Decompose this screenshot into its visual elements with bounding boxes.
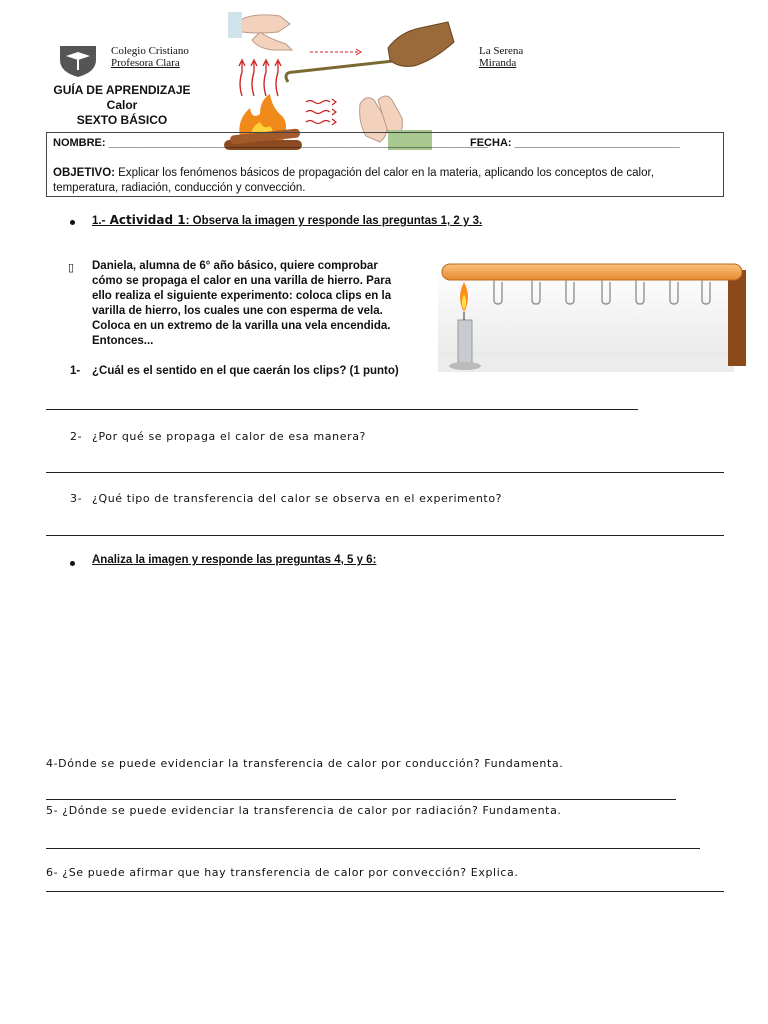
activity1-number: 1.- bbox=[92, 215, 106, 227]
paragraph-line: Entonces... bbox=[92, 335, 154, 347]
city: La Serena bbox=[479, 45, 524, 57]
q2-answer-line[interactable] bbox=[46, 472, 724, 473]
activity1-title: Actividad 1 bbox=[105, 213, 186, 227]
school-shield-icon bbox=[58, 42, 98, 78]
guide-title-block bbox=[40, 83, 204, 128]
q1-answer-line[interactable] bbox=[46, 409, 638, 410]
rod-candle-illustration bbox=[436, 256, 752, 396]
bullet bbox=[70, 561, 75, 566]
grade: SEXTO BÁSICO bbox=[76, 113, 168, 127]
subject: Calor bbox=[106, 98, 138, 112]
q1-text: ¿Cuál es el sentido en el que caerán los clips? (1 punto) bbox=[92, 365, 399, 377]
q6-text: 6- ¿Se puede afirmar que hay transferencia de calor por convección? Explica. bbox=[46, 866, 519, 879]
q2-text: ¿Por qué se propaga el calor de esa manera? bbox=[92, 430, 366, 443]
q5-answer-line[interactable] bbox=[46, 848, 700, 849]
objective-text: Explicar los fenómenos básicos de propagación del calor en la materia, aplicando los conceptos de calor, bbox=[114, 167, 654, 179]
paragraph-line: Daniela, alumna de 6° año básico, quiere comprobar bbox=[92, 260, 378, 272]
q4-answer-line[interactable] bbox=[46, 799, 676, 800]
q5-text: 5- ¿Dónde se puede evidenciar la transferencia de calor por radiación? Fundamenta. bbox=[46, 804, 562, 817]
q6-answer-line[interactable] bbox=[46, 891, 724, 892]
activity2-instruction: Analiza la imagen y responde las preguntas 4, 5 y 6: bbox=[92, 554, 377, 566]
list-glyph: ▯ bbox=[68, 262, 75, 274]
q4-text: 4-Dónde se puede evidenciar la transferencia de calor por conducción? Fundamenta. bbox=[46, 757, 564, 770]
experiment-paragraph bbox=[92, 259, 391, 349]
objective bbox=[53, 166, 654, 196]
guide-title: GUÍA DE APRENDIZAJE bbox=[53, 83, 191, 97]
q2-number: 2- bbox=[70, 430, 83, 443]
objective-label: OBJETIVO: bbox=[53, 167, 115, 179]
paragraph-line: Coloca en un extremo de la varilla una vela encendida. bbox=[92, 320, 391, 332]
school-name: Colegio Cristiano bbox=[111, 45, 189, 57]
q3-number: 3- bbox=[70, 492, 83, 505]
activity1-heading bbox=[92, 213, 482, 227]
paragraph-line: varilla de hierro, los cuales une con esperma de vela. bbox=[92, 305, 383, 317]
activity1-instruction: : Observa la imagen y responde las preguntas 1, 2 y 3. bbox=[185, 215, 483, 227]
date-field[interactable]: FECHA: ___________________________ bbox=[470, 137, 680, 149]
name-field[interactable]: NOMBRE: ______________________________________________________________ bbox=[53, 137, 488, 149]
bullet bbox=[70, 220, 75, 225]
objective-text-line2: temperatura, radiación, conducción y convección. bbox=[53, 182, 306, 194]
paragraph-line: ello realiza el siguiente experimento: coloca clips en la bbox=[92, 290, 392, 302]
q3-answer-line[interactable] bbox=[46, 535, 724, 536]
q1-number: 1- bbox=[70, 365, 81, 377]
q3-text: ¿Qué tipo de transferencia del calor se observa en el experimento? bbox=[92, 492, 503, 505]
teacher-name: Profesora Clara bbox=[111, 57, 180, 69]
paragraph-line: cómo se propaga el calor en una varilla de hierro. Para bbox=[92, 275, 392, 287]
teacher-last-name: Miranda bbox=[479, 57, 517, 69]
